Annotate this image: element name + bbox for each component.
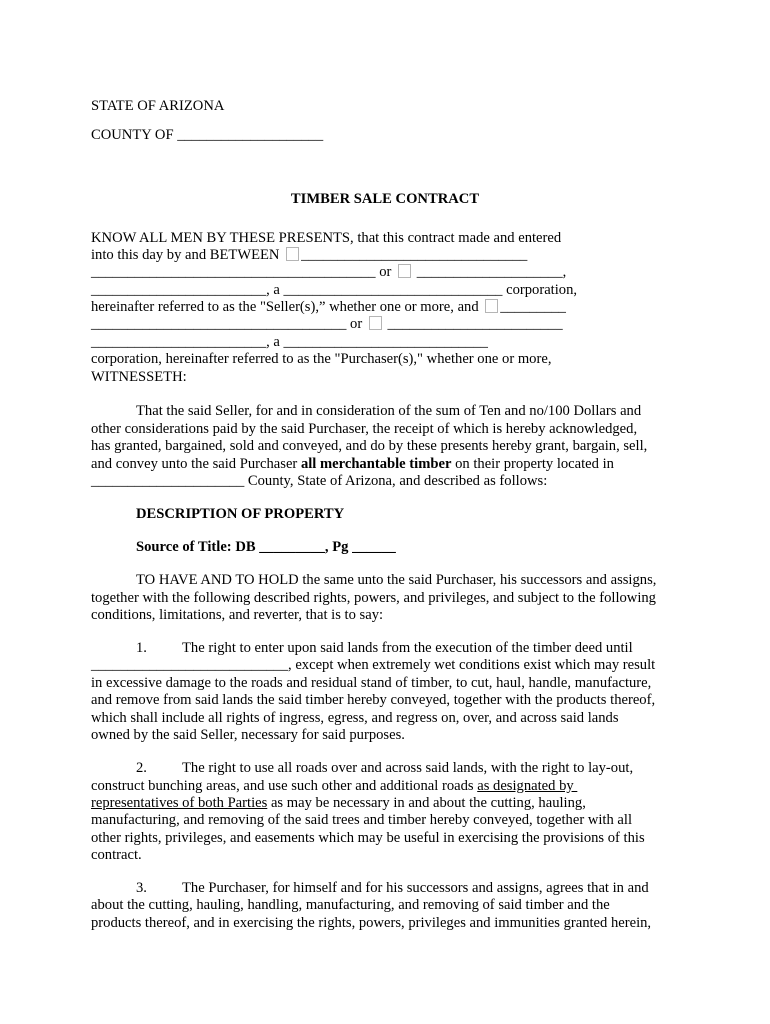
- intro-line-2-blank: _______________________________: [301, 247, 528, 263]
- item-2-line-2: [91, 778, 577, 795]
- intro-line-5: [91, 299, 566, 316]
- consideration-line-5: _____________________ County, State of Arizona, and described as follows:: [91, 473, 548, 489]
- intro-line-2: [91, 247, 527, 264]
- intro-line-7: ________________________, a ____________________________: [91, 334, 488, 350]
- consideration-line-4-text: and convey unto the said Purchaser: [91, 456, 301, 472]
- consideration-line-3: has granted, bargained, sold and conveyed, and do by these presents hereby grant, bargain, sell,: [91, 438, 648, 454]
- intro-line-6-blank: ________________________: [383, 316, 563, 332]
- item-2-line-2-text: construct bunching areas, and use such other and additional roads: [91, 778, 478, 794]
- habendum-line-1: TO HAVE AND TO HOLD the same unto the said Purchaser, his successors and assigns,: [136, 572, 657, 588]
- item-2-line-3-text: as may be necessary in and about the cutting, hauling,: [267, 795, 586, 811]
- consideration-line-4-tail: on their property located in: [451, 456, 614, 472]
- item-2-number: 2.: [136, 760, 147, 776]
- consideration-line-2: other considerations paid by the said Purchaser, the receipt of which is hereby acknowledged,: [91, 421, 638, 437]
- item-1-line-5: which shall include all rights of ingress, egress, and regress on, over, and across said lands: [91, 710, 619, 726]
- item-1-line-2: ___________________________, except when extremely wet conditions exist which may result: [91, 657, 656, 673]
- item-1-number: 1.: [136, 640, 147, 656]
- item-1-line-3: in excessive damage to the roads and residual stand of timber, to cut, haul, handle, manufacture,: [91, 675, 652, 691]
- document-title: TIMBER SALE CONTRACT: [290, 191, 480, 207]
- county-heading: COUNTY OF ____________________: [91, 127, 324, 143]
- intro-line-6: [91, 316, 563, 333]
- habendum-line-2: together with the following described rights, powers, and privileges, and subject to the following: [91, 590, 656, 606]
- intro-line-1: KNOW ALL MEN BY THESE PRESENTS, that this contract made and entered: [91, 230, 562, 246]
- intro-line-4: ________________________, a ______________________________ corporation,: [91, 282, 578, 298]
- item-2-line-3: [91, 795, 586, 812]
- state-heading: STATE OF ARIZONA: [91, 98, 225, 114]
- intro-line-6-text: ___________________________________ or: [91, 316, 366, 332]
- item-3-line-2: about the cutting, hauling, handling, manufacturing, and removing of said timber and the: [91, 897, 610, 913]
- seller-checkbox-2[interactable]: [398, 264, 411, 278]
- seller-checkbox-1[interactable]: [286, 247, 299, 261]
- item-2-line-4: manufacturing, and removing of the said trees and timber hereby conveyed, together with all: [91, 812, 633, 828]
- item-1-line-1: The right to enter upon said lands from the execution of the timber deed until: [182, 640, 633, 656]
- item-2-underlined-2: representatives of both Parties: [91, 795, 268, 811]
- intro-line-3-text: _______________________________________ or: [91, 264, 396, 280]
- intro-line-3-blank: ____________________,: [413, 264, 567, 280]
- item-2-line-1: The right to use all roads over and across said lands, with the right to lay-out,: [182, 760, 634, 776]
- description-heading: DESCRIPTION OF PROPERTY: [136, 506, 345, 522]
- consideration-line-4: [91, 456, 614, 473]
- purchaser-checkbox-1[interactable]: [485, 299, 498, 313]
- purchaser-checkbox-2[interactable]: [369, 316, 382, 330]
- intro-line-3: [91, 264, 566, 281]
- item-2-line-5: other rights, privileges, and easements which may be useful in exercising the provisions of this: [91, 830, 645, 846]
- item-2-line-6: contract.: [91, 847, 142, 863]
- item-1-line-6: owned by the said Seller, necessary for said purposes.: [91, 727, 405, 743]
- merchantable-timber-emphasis: all merchantable timber: [300, 456, 452, 472]
- consideration-line-1: That the said Seller, for and in consideration of the sum of Ten and no/100 Dollars and: [136, 403, 642, 419]
- intro-line-9: WITNESSETH:: [91, 369, 187, 385]
- habendum-line-3: conditions, limitations, and reverter, that is to say:: [91, 607, 384, 623]
- item-2-underlined-1: as designated by: [477, 778, 578, 794]
- intro-line-5-text: hereinafter referred to as the "Seller(s),” whether one or more, and: [91, 299, 483, 315]
- intro-line-2-text: into this day by and BETWEEN: [91, 247, 284, 263]
- item-1-line-4: and remove from said lands the said timber hereby conveyed, together with the products thereof,: [91, 692, 656, 708]
- item-3-number: 3.: [136, 880, 147, 896]
- intro-line-8: corporation, hereinafter referred to as the "Purchaser(s)," whether one or more,: [91, 351, 552, 367]
- source-of-title: Source of Title: DB _________, Pg ______: [136, 539, 396, 555]
- intro-line-5-blank: _________: [500, 299, 566, 315]
- item-3-line-1: The Purchaser, for himself and for his successors and assigns, agrees that in and: [182, 880, 649, 896]
- item-3-line-3: products thereof, and in exercising the rights, powers, privileges and immunities granted herein,: [91, 915, 652, 931]
